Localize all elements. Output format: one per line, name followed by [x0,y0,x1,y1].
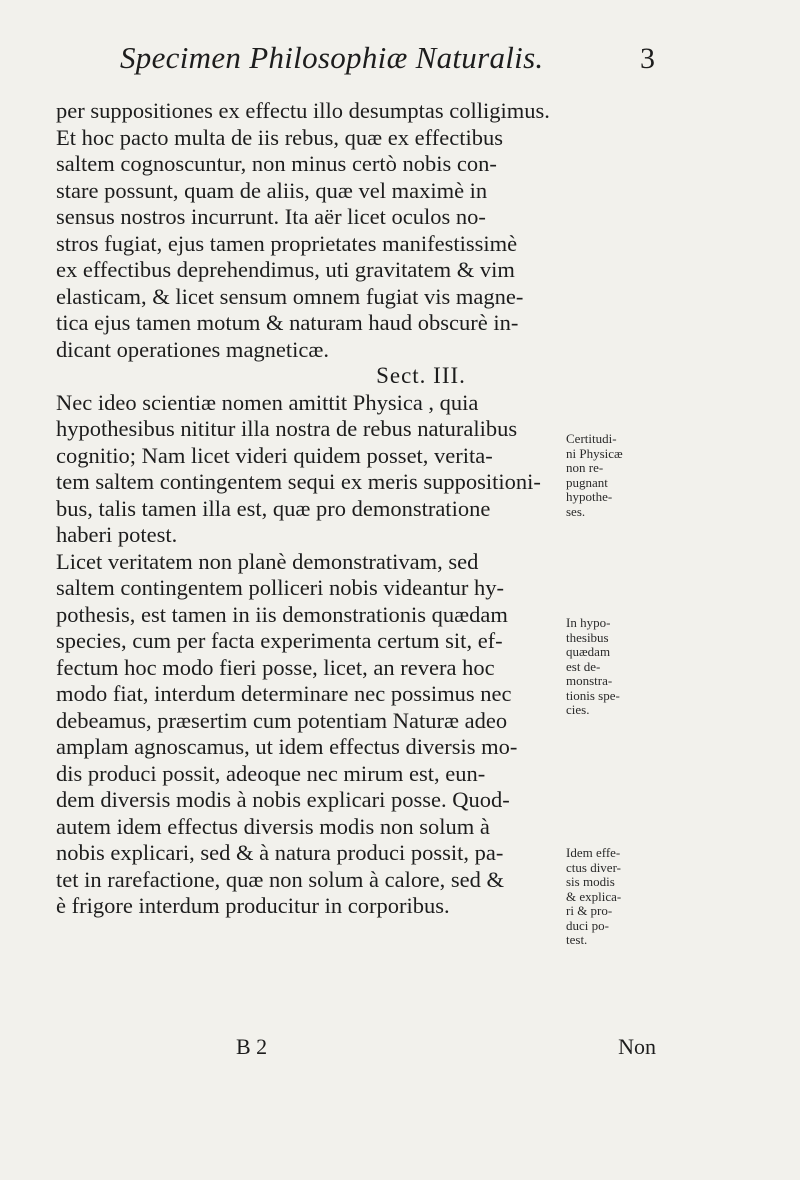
text-line: tem saltem contingentem sequi ex meris suppositioni- [56,469,541,494]
page-header [110,40,655,84]
margin-note-line: ri & pro- [566,903,613,918]
text-line: è frigore interdum producitur in corporibus. [56,893,450,918]
margin-note-line: In hypo- [566,615,611,630]
text-line: ex effectibus deprehendimus, uti gravitatem & vim [56,257,515,282]
page-number: 3 [640,42,655,75]
margin-note-certitude [566,432,646,519]
text-line: autem idem effectus diversis modis non solum à [56,813,490,839]
text-line: fectum hoc modo fieri posse, licet, an revera hoc [56,654,495,680]
text-line: Nec ideo scientiæ nomen amittit Physica , quia [56,389,479,415]
text-line: debeamus, præsertim cum potentiam Naturæ adeo [56,707,508,733]
section-heading: Sect. III. [376,363,466,388]
margin-note-line: quædam [566,644,611,659]
text-line: species, cum per facta experimenta certum sit, ef- [56,628,503,653]
text-line: Licet veritatem non planè demonstrativam, sed [56,548,479,574]
margin-note-line: est de- [566,658,601,674]
text-line: elasticam, & licet sensum omnem fugiat vis magne- [56,283,524,309]
margin-note-line: monstra- [566,673,613,688]
running-head: Specimen Philosophiæ Naturalis. [120,40,544,75]
text-line: dis produci possit, adeoque nec mirum est, eun- [56,760,486,786]
margin-note-line: tionis spe- [566,687,620,703]
text-line: bus, talis tamen illa est, quæ pro demonstratione [56,495,491,521]
margin-note-idem-effectus [566,846,646,948]
catchword: Non [618,1034,656,1059]
text-line: Et hoc pacto multa de iis rebus, quæ ex effectibus [56,124,503,150]
text-line: saltem contingentem polliceri nobis videantur hy- [56,575,505,600]
text-line: cognitio; Nam licet videri quidem posset, verita- [56,442,493,468]
text-line: saltem cognoscuntur, non minus certò nobis con- [56,151,497,176]
margin-note-line: duci po- [566,917,609,933]
text-line: modo fiat, interdum determinare nec possimus nec [56,681,512,706]
text-line: nobis explicari, sed & à natura produci possit, pa- [56,840,504,865]
margin-note-line: & explica- [566,888,622,904]
margin-note-line: ses. [566,503,586,519]
text-line: dicant operationes magneticæ. [56,336,330,362]
text-line: stros fugiat, ejus tamen proprietates manifestissimè [56,230,518,256]
text-line: haberi potest. [56,522,178,547]
text-line: tet in rarefactione, quæ non solum à calore, sed & [56,866,504,892]
text-line: pothesis, est tamen in iis demonstrationis quædam [56,601,508,627]
margin-note-line: Idem effe- [566,845,621,860]
margin-note-line: thesibus [566,629,609,645]
text-line: dem diversis modis à nobis explicari posse. Quod- [56,787,510,812]
main-text [56,98,556,920]
text-line: amplam agnoscamus, ut idem effectus diversis mo- [56,734,518,759]
text-line: sensus nostros incurrunt. Ita aër licet oculos no- [56,204,486,229]
margin-note-line: Certitudi- [566,431,617,446]
margin-note-line: sis modis [566,874,615,889]
text-line: tica ejus tamen motum & naturam haud obscurè in- [56,310,519,335]
margin-note-line: cies. [566,702,590,717]
margin-note-line: ni Physicæ [566,445,623,461]
margin-note-line: non re- [566,460,604,475]
text-line: stare possunt, quam de aliis, quæ vel maximè in [56,177,488,203]
margin-note-line: ctus diver- [566,859,621,875]
margin-note-hypotheses [566,616,646,718]
text-line: per suppositiones ex effectu illo desumptas colligimus. [56,98,550,123]
page-footer [236,1034,656,1064]
margin-note-line: test. [566,932,588,947]
margin-note-line: pugnant [566,474,608,490]
text-line: hypothesibus nititur illa nostra de rebus naturalibus [56,416,518,441]
signature-mark: B 2 [236,1034,268,1059]
margin-note-line: hypothe- [566,489,613,504]
